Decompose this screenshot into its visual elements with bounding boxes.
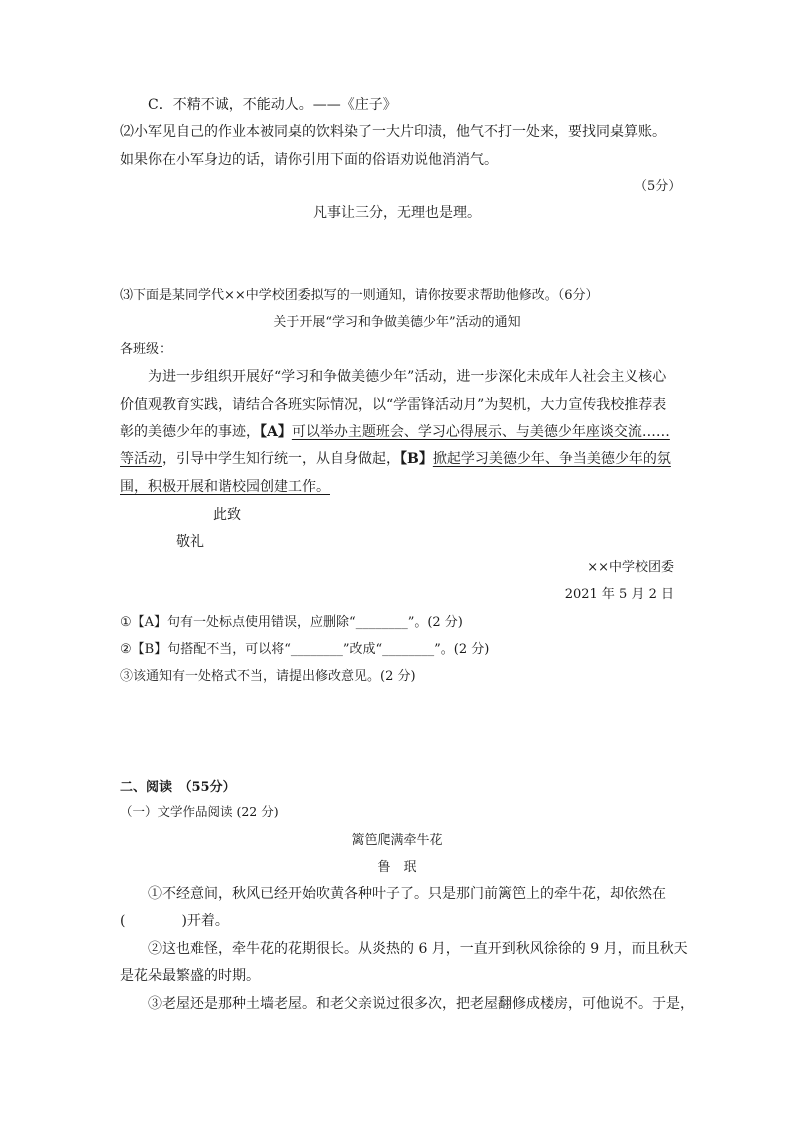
question-2-line-1: ⑵小军见自己的作业本被同桌的饮料染了一大片印渍，他气不打一处来，要找同桌算账。 bbox=[120, 124, 666, 140]
notice-body-line-3-text: 彰的美德少年的事迹， bbox=[120, 424, 260, 440]
sub-question-2: ②【B】句搭配不当，可以将“________”改成“________”。(2 分) bbox=[120, 642, 490, 657]
paragraph-2-line-1: ②这也难怪，牵牛花的花期很长。从炎热的 6 月，一直开到秋风徐徐的 9 月，而且秋天 bbox=[148, 941, 688, 957]
paragraph-2-line-2: 是花朵最繁盛的时期。 bbox=[120, 968, 260, 984]
notice-body-line-4 bbox=[120, 452, 671, 466]
notice-closing-2: 敬礼 bbox=[176, 534, 204, 550]
question-3-intro: ⑶下面是某同学代××中学校团委拟写的一则通知，请你按要求帮助他修改。（6分） bbox=[120, 288, 599, 303]
option-c: C．不精不诚，不能动人。——《庄子》 bbox=[148, 97, 397, 113]
notice-signature: ××中学校团委 bbox=[587, 560, 674, 575]
notice-date: 2021 年 5 月 2 日 bbox=[564, 587, 674, 602]
paragraph-1-line-1: ①不经意间，秋风已经开始吹黄各种叶子了。只是那门前篱笆上的牵牛花，却依然在 bbox=[148, 886, 666, 902]
article-title: 篱笆爬满牵牛花 bbox=[351, 833, 443, 848]
paragraph-1-line-2: ( )开着。 bbox=[120, 913, 229, 929]
reading-section-heading: 二、阅读 （55分） bbox=[120, 780, 236, 795]
notice-body-line-2: 价值观教育实践，请结合各班实际情况，以“学雷锋活动月”为契机，大力宣传我校推荐表 bbox=[120, 397, 667, 413]
literary-reading-heading: （一）文学作品阅读 (22 分) bbox=[120, 804, 279, 819]
paragraph-3-line-1: ③老屋还是那种土墙老屋。和老父亲说过很多次，把老屋翻修成楼房，可他说不。于是， bbox=[148, 996, 694, 1012]
sentence-b-part-2: 围，积极开展和谐校园创建工作。 bbox=[120, 479, 330, 495]
sub-question-3: ③该通知有一处格式不当，请提出修改意见。(2 分) bbox=[120, 669, 416, 684]
notice-title: 关于开展“学习和争做美德少年”活动的通知 bbox=[273, 315, 521, 330]
question-2-score: （5分） bbox=[634, 179, 682, 194]
marker-a: 【A】 bbox=[260, 424, 292, 440]
notice-closing-1: 此致 bbox=[213, 507, 241, 523]
notice-body-line-4-text: ，引导中学生知行统一，从自身做起， bbox=[162, 451, 400, 467]
marker-b: 【B】 bbox=[400, 451, 433, 467]
sub-question-1: ①【A】句有一处标点使用错误，应删除“________”。(2 分) bbox=[120, 615, 463, 630]
notice-body-line-3 bbox=[120, 425, 670, 439]
article-author: 鲁 珉 bbox=[377, 860, 417, 875]
question-2-proverb: 凡事让三分，无理也是理。 bbox=[313, 205, 481, 221]
sentence-a-part-1: 可以举办主题班会、学习心得展示、与美德少年座谈交流…… bbox=[291, 424, 670, 440]
question-2-line-2: 如果你在小军身边的话，请你引用下面的俗语劝说他消消气。 bbox=[120, 152, 498, 168]
notice-body-line-1: 为进一步组织开展好“学习和争做美德少年”活动，进一步深化未成年人社会主义核心 bbox=[148, 369, 667, 385]
sentence-a-part-2: 等活动 bbox=[120, 451, 162, 467]
sentence-b-part-1: 掀起学习美德少年、争当美德少年的氛 bbox=[432, 451, 671, 467]
notice-salutation: 各班级： bbox=[120, 342, 173, 357]
notice-body-line-5 bbox=[120, 480, 330, 494]
